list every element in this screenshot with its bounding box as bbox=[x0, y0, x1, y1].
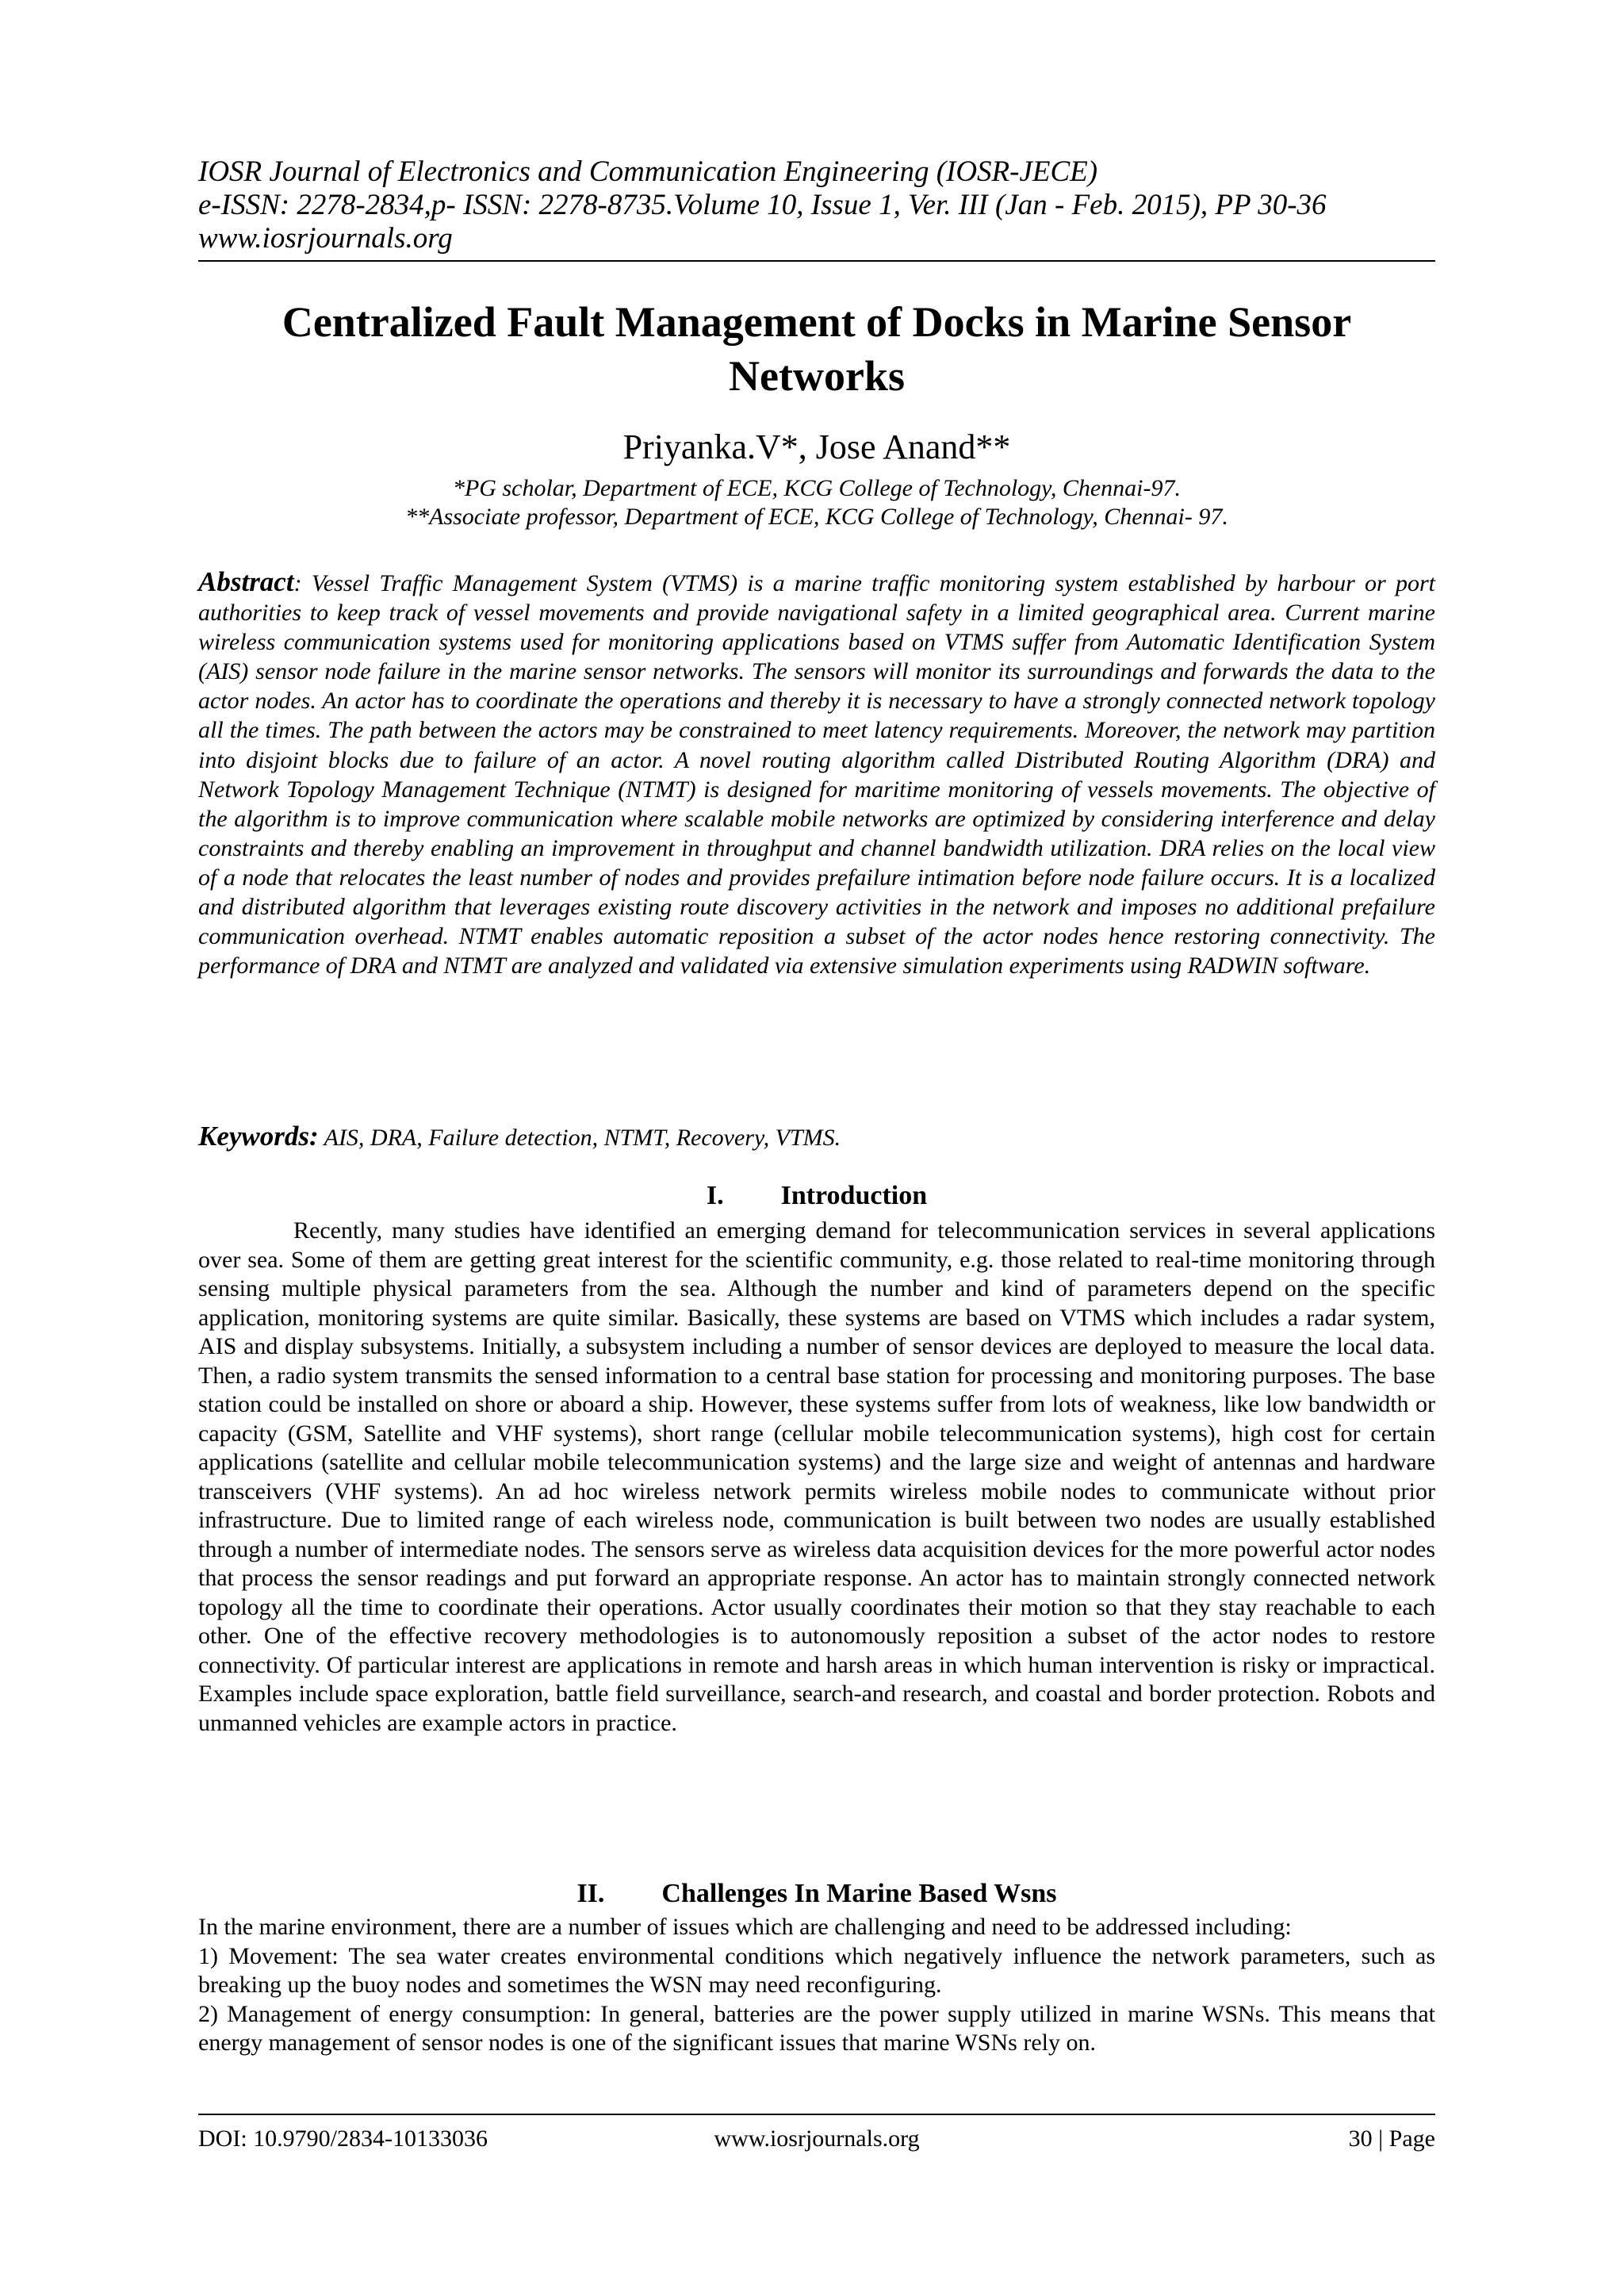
challenges-intro: In the marine environment, there are a number of issues which are challenging and need to be addressed including: bbox=[198, 1914, 1292, 1940]
abstract-label: Abstract bbox=[198, 566, 294, 597]
affiliations bbox=[198, 474, 1435, 531]
journal-issn: e-ISSN: 2278-2834,p- ISSN: 2278-8735.Volume 10, Issue 1, Ver. III (Jan - Feb. 2015), PP 30-36 bbox=[198, 189, 1327, 221]
header-divider bbox=[198, 260, 1435, 262]
keywords bbox=[198, 1121, 1435, 1152]
title-line-2: Networks bbox=[729, 352, 905, 400]
section-heading-introduction bbox=[198, 1180, 1435, 1212]
keywords-label: Keywords: bbox=[198, 1121, 319, 1152]
section-title: Challenges In Marine Based Wsns bbox=[661, 1879, 1057, 1908]
footer-page-number: 30 | Page bbox=[1348, 2125, 1435, 2152]
section-number: II. bbox=[576, 1879, 605, 1908]
journal-header bbox=[198, 155, 1435, 255]
section-title: Introduction bbox=[780, 1181, 928, 1210]
footer-website: www.iosrjournals.org bbox=[714, 2125, 920, 2152]
abstract bbox=[198, 567, 1435, 980]
title-line-1: Centralized Fault Management of Docks in Marine Sensor bbox=[282, 298, 1352, 346]
abstract-text: : Vessel Traffic Management System (VTMS) is a marine traffic monitoring system established by harbour or port authorities to keep track of vessel movements and provide navigational safety in a limited geographical area. Current marine wireless communication systems used for monitoring applications based on VTMS suffer from Automatic Identification System (AIS) sensor node failure in the marine sensor networks. The sensors will monitor its surroundings and forwards the data to the actor nodes. An actor has to coordinate the operations and thereby it is necessary to have a strongly connected network topology all the times. The path between the actors may be constrained to meet latency requirements. Moreover, the network may partition into disjoint blocks due to failure of an actor. A novel routing algorithm called Distributed Routing Algorithm (DRA) and Network Topology Management Technique (NTMT) is designed for maritime monitoring of vessels movements. The objective of the algorithm is to improve communication where scalable mobile networks are optimized by considering interference and delay constraints and thereby enabling an improvement in throughput and channel bandwidth utilization. DRA relies on the local view of a node that relocates the least number of nodes and provides prefailure intimation before node failure occurs. It is a localized and distributed algorithm that leverages existing route discovery activities in the network and imposes no additional prefailure communication overhead. NTMT enables automatic reposition a subset of the actor nodes hence restoring connectivity. The performance of DRA and NTMT are analyzed and validated via extensive simulation experiments using RADWIN software. bbox=[198, 570, 1435, 979]
challenges-body bbox=[198, 1913, 1435, 2058]
introduction-paragraph: Recently, many studies have identified an emerging demand for telecommunication services in several applications over sea. Some of them are getting great interest for the scientific community, e.g. those related to real-time monitoring through sensing multiple physical parameters from the sea. Although the number and kind of parameters depend on the specific application, monitoring systems are quite similar. Basically, these systems are based on VTMS which includes a radar system, AIS and display subsystems. Initially, a subsystem including a number of sensor devices are deployed to measure the local data. Then, a radio system transmits the sensed information to a central base station for processing and monitoring purposes. The base station could be installed on shore or aboard a ship. However, these systems suffer from lots of weakness, like low bandwidth or capacity (GSM, Satellite and VHF systems), short range (cellular mobile telecommunication systems), high cost for certain applications (satellite and cellular mobile telecommunication systems) and the large size and weight of antennas and hardware transceivers (VHF systems). An ad hoc wireless network permits wireless mobile nodes to communicate without prior infrastructure. Due to limited range of each wireless node, communication is built between two nodes are usually established through a number of intermediate nodes. The sensors serve as wireless data acquisition devices for the more powerful actor nodes that process the sensor readings and put forward an appropriate response. An actor has to maintain strongly connected network topology all the time to coordinate their operations. Actor usually coordinates their motion so that they stay reachable to each other. One of the effective recovery methodologies is to autonomously reposition a subset of the actor nodes to restore connectivity. Of particular interest are applications in remote and harsh areas in which human intervention is risky or impractical. Examples include space exploration, battle field surveillance, search-and research, and coastal and border protection. Robots and unmanned vehicles are example actors in practice. bbox=[198, 1217, 1435, 1736]
affiliation-1: *PG scholar, Department of ECE, KCG College of Technology, Chennai-97. bbox=[452, 475, 1181, 501]
affiliation-2: **Associate professor, Department of ECE, KCG College of Technology, Chennai- 97. bbox=[405, 504, 1228, 530]
paper-title bbox=[198, 295, 1435, 403]
challenge-item: 2) Management of energy consumption: In general, batteries are the power supply utilized in marine WSNs. This means that energy management of sensor nodes is one of the significant issues that marine WSNs rely on. bbox=[198, 2000, 1435, 2056]
keywords-text: AIS, DRA, Failure detection, NTMT, Recovery, VTMS. bbox=[318, 1125, 841, 1151]
section-heading-challenges bbox=[198, 1878, 1435, 1910]
footer-doi: DOI: 10.9790/2834-10133036 bbox=[198, 2125, 488, 2152]
page-footer bbox=[198, 2123, 1435, 2155]
section-number: I. bbox=[706, 1181, 724, 1210]
journal-name: IOSR Journal of Electronics and Communication Engineering (IOSR-JECE) bbox=[198, 155, 1098, 188]
challenge-item: 1) Movement: The sea water creates environmental conditions which negatively influence the network parameters, such as breaking up the buoy nodes and sometimes the WSN may need reconfiguring. bbox=[198, 1942, 1435, 1998]
journal-website: www.iosrjournals.org bbox=[198, 222, 453, 255]
footer-divider bbox=[198, 2114, 1435, 2115]
authors: Priyanka.V*, Jose Anand** bbox=[622, 427, 1011, 466]
